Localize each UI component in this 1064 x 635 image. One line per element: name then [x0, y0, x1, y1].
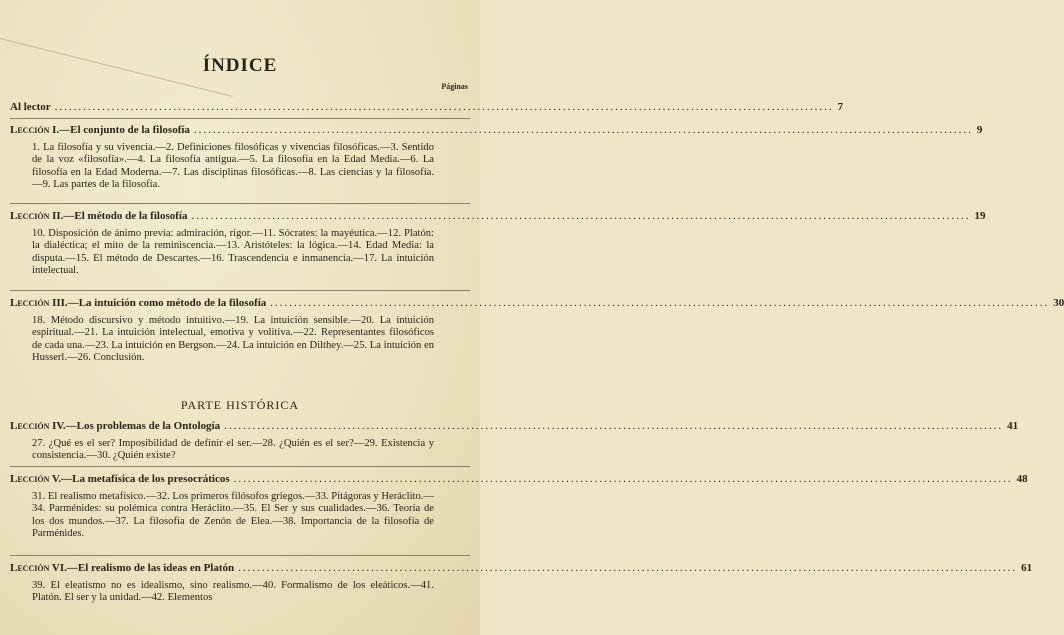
lesson-contents: 1. La filosofía y su vivencia.—2. Definiciones filosóficas y vivencias filosóficas.—3. Sentido de la voz «filosofía».—4. La filosofía antigua.—5. La filosofía en la Edad Media.—6. La filosofía en la Edad Moderna.—7. Las disciplinas filosóficas.—8. Las ciencias y la filosofía.—9. Las partes de la filosofía.: [32, 142, 434, 190]
divider: [10, 118, 470, 119]
toc-page-number: 7: [837, 101, 844, 113]
leader-dots: ....................................................................................................................................................................: [54, 101, 834, 113]
leader-dots: ....................................................................................................................................................................: [193, 124, 973, 136]
toc-page-number: 41: [1007, 420, 1019, 432]
lesson-contents: 31. El realismo metafísico.—32. Los primeros filósofos griegos.—33. Pitágoras y Heráclito.—34. Parménides: su polémica contra Heráclito.—35. El Ser y sus cualidades.—36. Teoría de los dos mundos.—37. La filosofía de Zenón de Elea.—38. Importancia de la filosofía de Parménides.: [32, 491, 434, 539]
lesson-contents: 18. Método discursivo y método intuitivo.—19. La intuición sensible.—20. La intuición espiritual.—21. La intuición intelectual, emotiva y volitiva.—22. Representantes filosóficos de cada una.—23. La intuición en Bergson.—24. La intuición en Dilthey.—25. La intuición en Husserl.—26. Conclusión.: [32, 315, 434, 363]
lesson-title: —El realismo de las ideas en Platón: [66, 562, 235, 574]
lesson-label: Lección V.: [10, 473, 62, 485]
lesson-label: Lección IV.: [10, 420, 66, 432]
lesson-title: —La metafísica de los presocráticos: [61, 473, 230, 485]
toc-entry-lesson-1[interactable]: [10, 124, 983, 191]
lesson-contents: 27. ¿Qué es el ser? Imposibilidad de definir el ser.—28. ¿Quién es el ser?—29. Existencia y consistencia.—30. ¿Quién existe?: [32, 438, 434, 462]
toc-entry-lesson-3[interactable]: [10, 297, 1064, 364]
leader-dots: ....................................................................................................................................................................: [233, 473, 1013, 485]
toc-page-number: 30: [1053, 297, 1064, 309]
toc-entry-lesson-5[interactable]: [10, 473, 1028, 540]
divider: [10, 555, 470, 556]
lesson-label: Lección I.: [10, 124, 60, 136]
lesson-contents: 10. Disposición de ánimo previa: admiración, rigor.—11. Sócrates: la mayéutica.—12. Platón: la dialéctica; el mito de la reminiscencia.—13. Aristóteles: la lógica.—14. Edad Media: la disputa.—15. El método de Descartes.—16. Trascendencia e inmanencia.—17. La intuición intelectual.: [32, 228, 434, 276]
lesson-title: —Los problemas de la Ontología: [65, 420, 221, 432]
part-title: PARTE HISTÓRICA: [180, 398, 300, 412]
lesson-title: —El conjunto de la filosofía: [59, 124, 190, 136]
leader-dots: ....................................................................................................................................................................: [191, 210, 971, 222]
toc-page-number: 19: [974, 210, 986, 222]
pages-column-label: Páginas: [441, 82, 468, 91]
toc-entry-intro[interactable]: [10, 101, 844, 113]
lesson-contents: 39. El eleatismo no es idealismo, sino realismo.—40. Formalismo de los eleáticos.—41. Platón. El ser y la unidad.—42. Elementos: [32, 580, 434, 604]
toc-page-number: 9: [976, 124, 983, 136]
lesson-label: Lección III.: [10, 297, 68, 309]
page-title: ÍNDICE: [202, 55, 278, 76]
toc-entry-lesson-4[interactable]: [10, 420, 1019, 463]
lesson-label: Lección VI.: [10, 562, 67, 574]
toc-page-number: 48: [1016, 473, 1028, 485]
toc-entry-lesson-6[interactable]: [10, 562, 1033, 605]
lesson-label: Lección II.: [10, 210, 64, 222]
toc-entry-lesson-2[interactable]: [10, 210, 986, 277]
toc-page-number: 61: [1021, 562, 1033, 574]
divider: [10, 290, 470, 291]
lesson-title: —El método de la filosofía: [63, 210, 188, 222]
toc-entry-label: Al lector: [10, 101, 51, 113]
divider: [10, 203, 470, 204]
leader-dots: ....................................................................................................................................................................: [238, 562, 1018, 574]
leader-dots: ....................................................................................................................................................................: [270, 297, 1050, 309]
leader-dots: ....................................................................................................................................................................: [224, 420, 1004, 432]
lesson-title: —La intuición como método de la filosofía: [67, 297, 267, 309]
divider: [10, 466, 470, 467]
